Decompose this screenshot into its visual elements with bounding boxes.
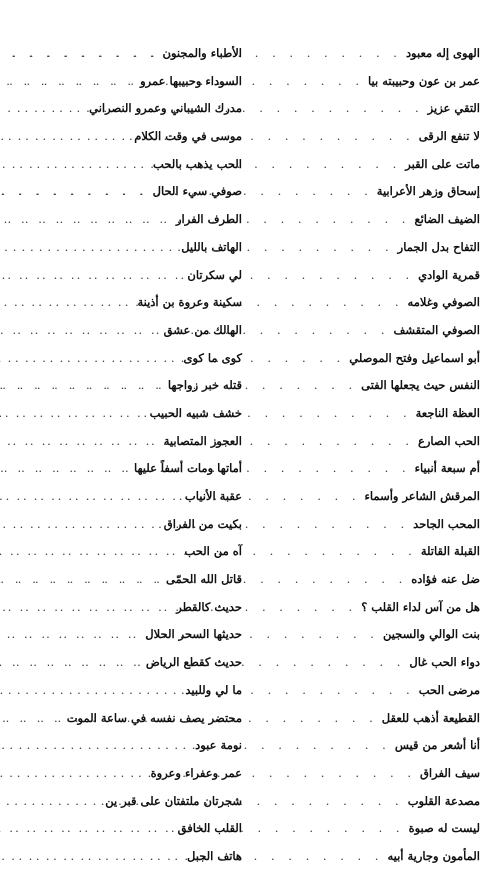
entry-title: موسى في وقت الكلام xyxy=(134,129,242,144)
entry-title: النفس حيث يجعلها الفتى xyxy=(361,378,480,393)
index-entry xyxy=(260,511,480,539)
leader-dots xyxy=(0,843,387,871)
leader-dots xyxy=(4,677,419,705)
entry-title: دواء الحب غال xyxy=(409,655,480,670)
index-entry xyxy=(260,95,480,123)
index-entry xyxy=(260,289,480,317)
index-entry xyxy=(260,345,480,373)
leader-dots xyxy=(0,234,398,262)
entry-page-number xyxy=(0,262,3,290)
index-entry xyxy=(260,594,480,622)
entry-title: الهوى إله معبود xyxy=(405,46,480,60)
index-entry xyxy=(260,428,480,456)
index-entry xyxy=(260,372,480,400)
entry-title: العجوز المتصابية xyxy=(163,433,242,448)
leader-dots xyxy=(0,317,394,345)
index-entry xyxy=(260,317,480,345)
entry-title: لي سكرتان xyxy=(187,267,242,282)
leader-dots xyxy=(0,511,413,539)
entry-title: العظة الناجعة xyxy=(415,405,480,420)
leader-dots xyxy=(0,594,361,622)
index-entry xyxy=(260,843,480,871)
entry-page-number xyxy=(0,400,1,428)
index-entry xyxy=(260,566,480,594)
index-entry xyxy=(260,621,480,649)
entry-title: ضل عنه فؤاده xyxy=(411,572,480,587)
entry-title: عمر بن عون وحبيبته بيا xyxy=(368,73,480,88)
index-entry xyxy=(260,68,480,96)
index-entry xyxy=(260,400,480,428)
entry-title: مصدعة القلوب xyxy=(407,793,480,808)
entry-title: لا تنفع الرقى xyxy=(418,129,480,144)
entry-title: الأطباء والمجنون xyxy=(162,46,242,60)
entry-page-number xyxy=(0,123,4,151)
index-entry xyxy=(260,151,480,179)
entry-title: القطيعة أذهب للعقل xyxy=(381,710,480,725)
entry-title: القلب الخافق xyxy=(177,821,242,836)
leader-dots xyxy=(0,649,409,677)
entry-page-number xyxy=(0,677,4,705)
entry-title: سيف الفراق xyxy=(420,765,480,780)
entry-title: بنت الوالي والسجين xyxy=(382,627,480,642)
index-entry xyxy=(260,234,480,262)
entry-title: التفاح بدل الجمار xyxy=(397,239,480,254)
entry-title: عقبة الأنياب xyxy=(184,489,242,503)
entry-title: كوى ما كوى xyxy=(183,350,242,365)
entry-title: حديث كقطع الرياض xyxy=(145,655,242,670)
index-entry xyxy=(260,732,480,760)
entry-title: بكيت من الفراق xyxy=(163,516,242,531)
entry-title: المأمون وجارية أبيه xyxy=(387,848,480,863)
entry-title: هل من آس لداء القلب ؟ xyxy=(361,599,480,614)
index-entry xyxy=(260,649,480,677)
index-entry xyxy=(260,788,480,816)
entry-page-number xyxy=(0,428,3,456)
entry-title: الطرف الفرار xyxy=(175,212,242,227)
entry-title: الحب الصارع xyxy=(417,433,480,448)
entry-title: ماتت على القبر xyxy=(405,156,480,171)
leader-dots xyxy=(0,566,411,594)
leader-dots xyxy=(0,455,415,483)
entry-title: مرضى الحب xyxy=(418,682,480,697)
entry-title: المرقش الشاعر وأسماء xyxy=(364,489,480,503)
index-column-right xyxy=(260,40,480,863)
index-entry xyxy=(260,760,480,788)
leader-dots xyxy=(1,400,416,428)
entry-title: آه من الحب xyxy=(184,544,242,559)
leader-dots xyxy=(3,262,418,290)
entry-title: أنا أشعر من قيس xyxy=(394,738,480,753)
entry-title: مدرك الشيباني وعمرو النصراني xyxy=(89,101,242,116)
entry-title: إسحاق وزهر الأعرابية xyxy=(376,184,480,199)
leader-dots xyxy=(0,705,382,733)
leader-dots xyxy=(0,815,409,843)
leader-dots xyxy=(3,428,418,456)
entry-title: الهاتف بالليل xyxy=(181,239,242,254)
entry-title: قاتل الله الحمّى xyxy=(166,572,242,587)
entry-title: حديثها السحر الحلال xyxy=(145,627,242,642)
leader-dots xyxy=(6,538,421,566)
leader-dots xyxy=(0,788,408,816)
entry-title: محتضر يصف نفسه في ساعة الموت xyxy=(66,710,242,725)
entry-title: ليست له صبوة xyxy=(408,821,480,836)
leader-dots xyxy=(0,68,368,96)
leader-dots xyxy=(0,178,377,206)
entry-title: قمرية الوادي xyxy=(418,267,480,282)
index-entry xyxy=(260,677,480,705)
index-entry xyxy=(260,455,480,483)
entry-title: التقي عزيز xyxy=(427,101,480,116)
entry-title: حديث كالقطر xyxy=(176,599,242,614)
leader-dots xyxy=(0,621,383,649)
index-entry xyxy=(260,483,480,511)
leader-dots xyxy=(0,40,406,68)
index-entry xyxy=(260,538,480,566)
leader-dots xyxy=(13,95,428,123)
leader-dots xyxy=(0,732,395,760)
entry-title: القبلة القاتلة xyxy=(420,544,480,559)
index-entry xyxy=(260,206,480,234)
index-entry xyxy=(260,40,480,68)
leader-dots xyxy=(0,151,405,179)
entry-title: عمر وعفراء وعروة xyxy=(150,765,242,780)
entry-title: المحب الجاحد xyxy=(413,516,480,531)
entry-title: أماتها ومات أسفاً عليها xyxy=(133,461,242,476)
leader-dots xyxy=(0,345,349,373)
entry-title: صوفي سيء الحال xyxy=(152,184,242,199)
leader-dots xyxy=(0,483,365,511)
index-entry xyxy=(260,705,480,733)
entry-title: الهالك من عشق xyxy=(163,322,242,337)
entry-title: قتله خبر زواجها xyxy=(167,378,242,393)
entry-title: السوداء وحبيبها عمرو xyxy=(140,73,242,88)
entry-title: سكينة وعروة بن أذينة xyxy=(137,295,242,310)
entry-title: الصوفي وغلامه xyxy=(407,295,480,310)
entry-title: نومة عبود xyxy=(195,738,242,753)
entry-title: أبو اسماعيل وفتح الموصلي xyxy=(349,350,480,365)
entry-page-number xyxy=(0,95,13,123)
entry-title: شجرتان ملتفتان على قبر ين xyxy=(105,793,242,808)
leader-dots xyxy=(0,372,361,400)
leader-dots xyxy=(4,123,419,151)
index-entry xyxy=(260,262,480,290)
entry-title: هاتف الجبل xyxy=(187,848,242,863)
entry-title: ما لي وللبيد xyxy=(185,682,242,697)
entry-page-number xyxy=(0,760,5,788)
leader-dots xyxy=(5,760,420,788)
entry-page-number xyxy=(0,538,6,566)
entry-title: الضيف الضائع xyxy=(414,212,480,227)
index-entry xyxy=(260,123,480,151)
entry-title: أم سبعة أنبياء xyxy=(414,461,480,476)
entry-title: الحب يذهب بالحب xyxy=(153,156,242,171)
index-entry xyxy=(260,815,480,843)
leader-dots xyxy=(0,289,408,317)
entry-title: خشف شبيه الحبيب xyxy=(149,405,242,420)
index-entry xyxy=(260,178,480,206)
leader-dots xyxy=(0,206,414,234)
entry-title: الصوفي المتقشف xyxy=(393,322,480,337)
